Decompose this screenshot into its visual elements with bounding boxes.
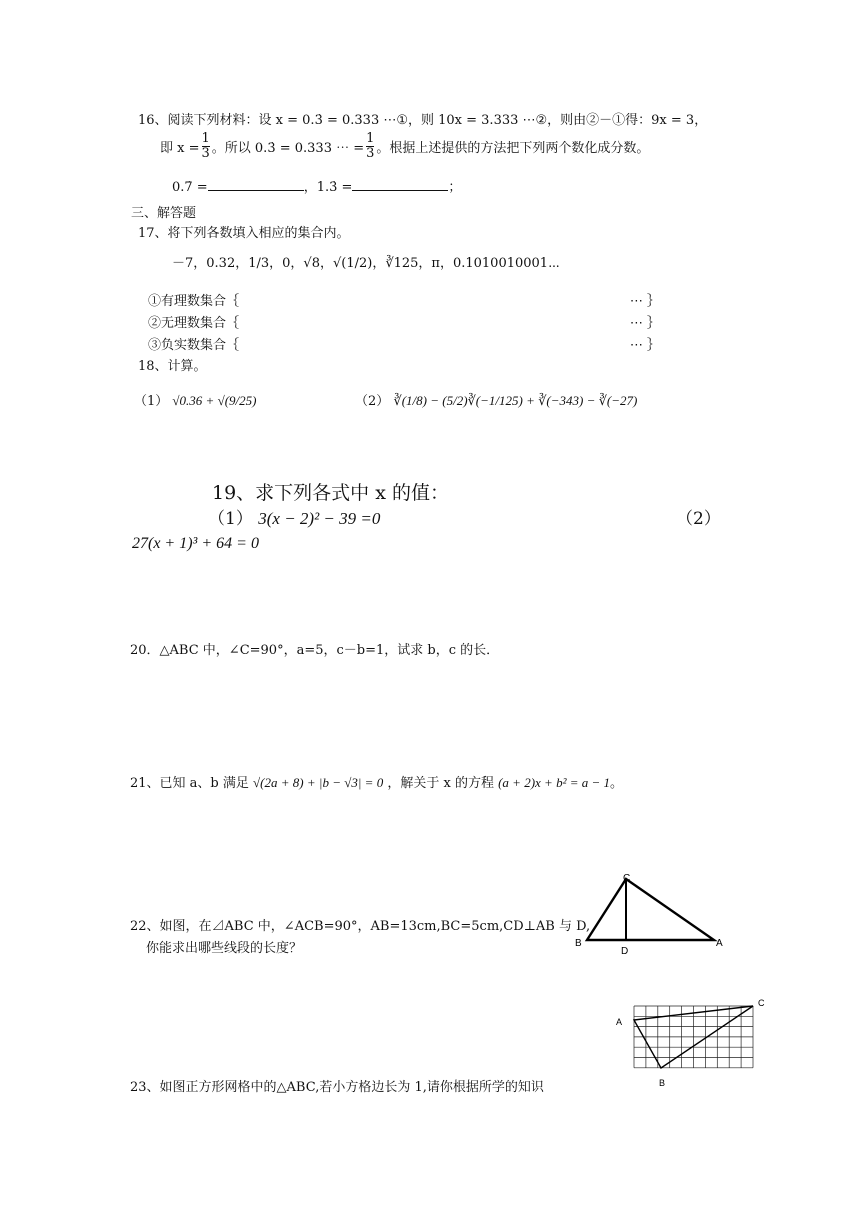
q19-expression-2: 27(x + 1)³ + 64 = 0: [132, 535, 259, 552]
frac-numerator: 1: [201, 131, 210, 146]
q17-set-negative: [148, 334, 660, 353]
q16-fraction-2: [366, 132, 374, 162]
q19-part2-label: （2）: [676, 509, 721, 529]
q17-set-rational: [148, 290, 660, 309]
q18-title: 18、计算。: [138, 359, 207, 374]
q23-line1: 23、如图正方形网格中的△ABC,若小方格边长为 1,请你根据所学的知识: [130, 1080, 544, 1095]
set-end: ⋯ ｝: [629, 316, 660, 331]
q22-line1: 22、如图，在⊿ABC 中，∠ACB=90°，AB=13cm,BC=5cm,CD⊥AB 与 D,: [130, 919, 591, 934]
q16-items: [172, 176, 461, 195]
label-b: B: [575, 938, 582, 949]
part-label: （2）: [355, 394, 390, 409]
q21-mid: ，解关于 x 的方程: [387, 776, 494, 791]
frac-denominator: 3: [201, 146, 210, 162]
q19-part1: [208, 504, 380, 529]
q22-line2: 你能求出哪些线段的长度？: [146, 941, 303, 956]
q16-line1: 16、阅读下列材料：设 x = 0.3̇ = 0.333 ⋯①，则 10x = 3.333 ⋯②，则由②－①得：9x = 3，: [138, 113, 708, 128]
q17-numbers: －7，0.32，1/3，0，√8，√(1/2)，∛125，π，0.1010010001⋯: [172, 256, 560, 271]
q18-part2: [355, 390, 637, 409]
q23-grid-figure: [610, 994, 770, 1090]
q21-prefix: 21、已知 a、b 满足: [130, 776, 249, 791]
frac-numerator: 1: [366, 131, 375, 146]
q16-line2a: 即 x =: [160, 141, 200, 157]
q17-set-irrational: [148, 312, 660, 331]
triangle-abc: [587, 879, 714, 940]
q16-fraction-1: [202, 132, 210, 162]
answer-blank-1[interactable]: [208, 190, 304, 191]
q17-title: 17、将下列各数填入相应的集合内。: [138, 226, 350, 241]
part-label: （1）: [134, 394, 169, 409]
answer-blank-2[interactable]: [352, 190, 448, 191]
q19-expression-1: 3(x − 2)² − 39 =0: [258, 509, 381, 528]
q18-part1: [134, 390, 256, 409]
q20-text: 20．△ABC 中，∠C=90°，a=5，c－b=1，试求 b，c 的长．: [130, 643, 500, 658]
q16-item2: ，1.3̇ =: [303, 180, 353, 195]
q21-condition: √(2a + 8) + |b − √3| = 0: [253, 775, 384, 790]
q19-title: 19、求下列各式中 x 的值：: [212, 482, 449, 504]
q16-line2c: 。根据上述提供的方法把下列两个数化成分数。: [376, 141, 650, 157]
label-c: C: [623, 873, 631, 884]
set-end: ⋯ ｝: [629, 294, 660, 309]
label-a: A: [616, 1017, 623, 1027]
q21-text: [130, 772, 623, 791]
label-d: D: [621, 946, 629, 957]
q16-end: ；: [448, 180, 462, 195]
set-label: ①有理数集合｛: [148, 294, 240, 309]
q16-item1: 0.7̇ =: [172, 180, 208, 195]
q16-line2: [160, 132, 649, 162]
frac-denominator: 3: [366, 146, 375, 162]
q21-end: 。: [610, 776, 624, 791]
label-c: C: [758, 998, 765, 1008]
section-heading: 三、解答题: [131, 206, 197, 221]
set-label: ③负实数集合｛: [148, 338, 240, 353]
label-a: A: [716, 938, 723, 949]
label-b: B: [659, 1078, 666, 1088]
set-end: ⋯ ｝: [629, 338, 660, 353]
square-grid: [634, 1006, 753, 1068]
part-label: （1）: [208, 509, 253, 529]
q18-expression-1: √0.36 + √(9/25): [172, 393, 257, 408]
q18-expression-2: ∛(1/8) − (5/2)∛(−1/125) + ∛(−343) − ∛(−27): [393, 393, 638, 408]
set-label: ②无理数集合｛: [148, 316, 240, 331]
q22-triangle-figure: [570, 868, 730, 958]
q21-equation: (a + 2)x + b² = a − 1: [498, 775, 611, 790]
q16-line2b: 。所以 0.3̇ = 0.333 ⋯ =: [211, 141, 365, 157]
